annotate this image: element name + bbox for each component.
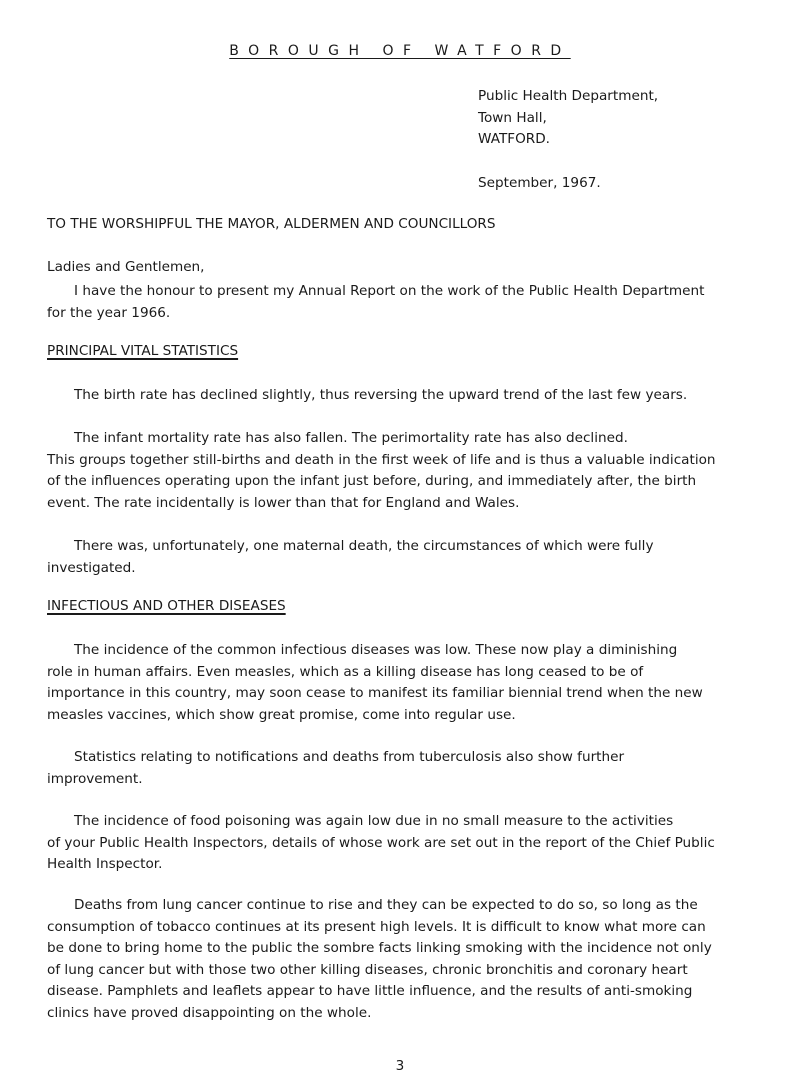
paragraph [47,895,767,1024]
paragraph [47,428,767,514]
paragraph [47,536,767,579]
text-line: clinics have proved disappointing on the whole. [47,1004,372,1021]
address-line-2: Town Hall, [478,110,547,126]
text-line: The infant mortality rate has also fallen. The perimortality rate has also declined. [74,430,628,446]
paragraph [47,811,767,876]
text-line: I have the honour to present my Annual Report on the work of the Public Health Department [74,283,705,299]
text-line: Statistics relating to notifications and deaths from tuberculosis also show further [74,749,625,765]
text-line: for the year 1966. [47,304,171,321]
addressee: TO THE WORSHIPFUL THE MAYOR, ALDERMEN AND COUNCILLORS [47,216,496,232]
address-line-3: WATFORD. [478,131,550,147]
text-line: be done to bring home to the public the sombre facts linking smoking with the incidence not only [47,940,712,956]
text-line: Deaths from lung cancer continue to rise and they can be expected to do so, so long as the [74,897,698,913]
greeting: Ladies and Gentlemen, [47,259,205,275]
text-line: improvement. [47,770,143,787]
text-line: event. The rate incidentally is lower than that for England and Wales. [47,494,520,511]
text-line: consumption of tobacco continues at its present high levels. It is difficult to know what more can [47,918,706,935]
text-line: This groups together still-births and death in the first week of life and is thus a valuable indication [47,451,716,468]
text-line: The birth rate has declined slightly, thus reversing the upward trend of the last few years. [74,387,688,403]
text-line: importance in this country, may soon cease to manifest its familiar biennial trend when the new [47,685,703,701]
text-line: The incidence of food poisoning was again low due in no small measure to the activities [74,813,674,829]
text-line: There was, unfortunately, one maternal death, the circumstances of which were fully [74,538,654,554]
paragraph [47,385,767,407]
text-line: role in human affairs. Even measles, which as a killing disease has long ceased to be of [47,663,644,680]
text-line: of your Public Health Inspectors, details of whose work are set out in the report of the Chief Public [47,834,715,851]
report-date: September, 1967. [478,175,601,191]
page-number: 3 [395,1058,405,1074]
text-line: The incidence of the common infectious diseases was low. These now play a diminishing [74,642,678,658]
section-heading-infectious-diseases: INFECTIOUS AND OTHER DISEASES [47,598,286,614]
text-line: of lung cancer but with those two other killing diseases, chronic bronchitis and coronary heart [47,961,688,978]
text-line: investigated. [47,559,136,576]
address-line-1: Public Health Department, [478,88,659,104]
document-title: BOROUGH OF WATFORD [229,43,571,59]
text-line: disease. Pamphlets and leaflets appear to have little influence, and the results of anti-smoking [47,983,693,999]
intro-paragraph [47,281,767,324]
section-heading-vital-statistics: PRINCIPAL VITAL STATISTICS [47,343,239,359]
paragraph [47,747,767,790]
text-line: Health Inspector. [47,856,163,872]
text-line: measles vaccines, which show great promise, come into regular use. [47,706,516,723]
paragraph [47,640,767,726]
text-line: of the influences operating upon the infant just before, during, and immediately after, the birth [47,473,697,489]
